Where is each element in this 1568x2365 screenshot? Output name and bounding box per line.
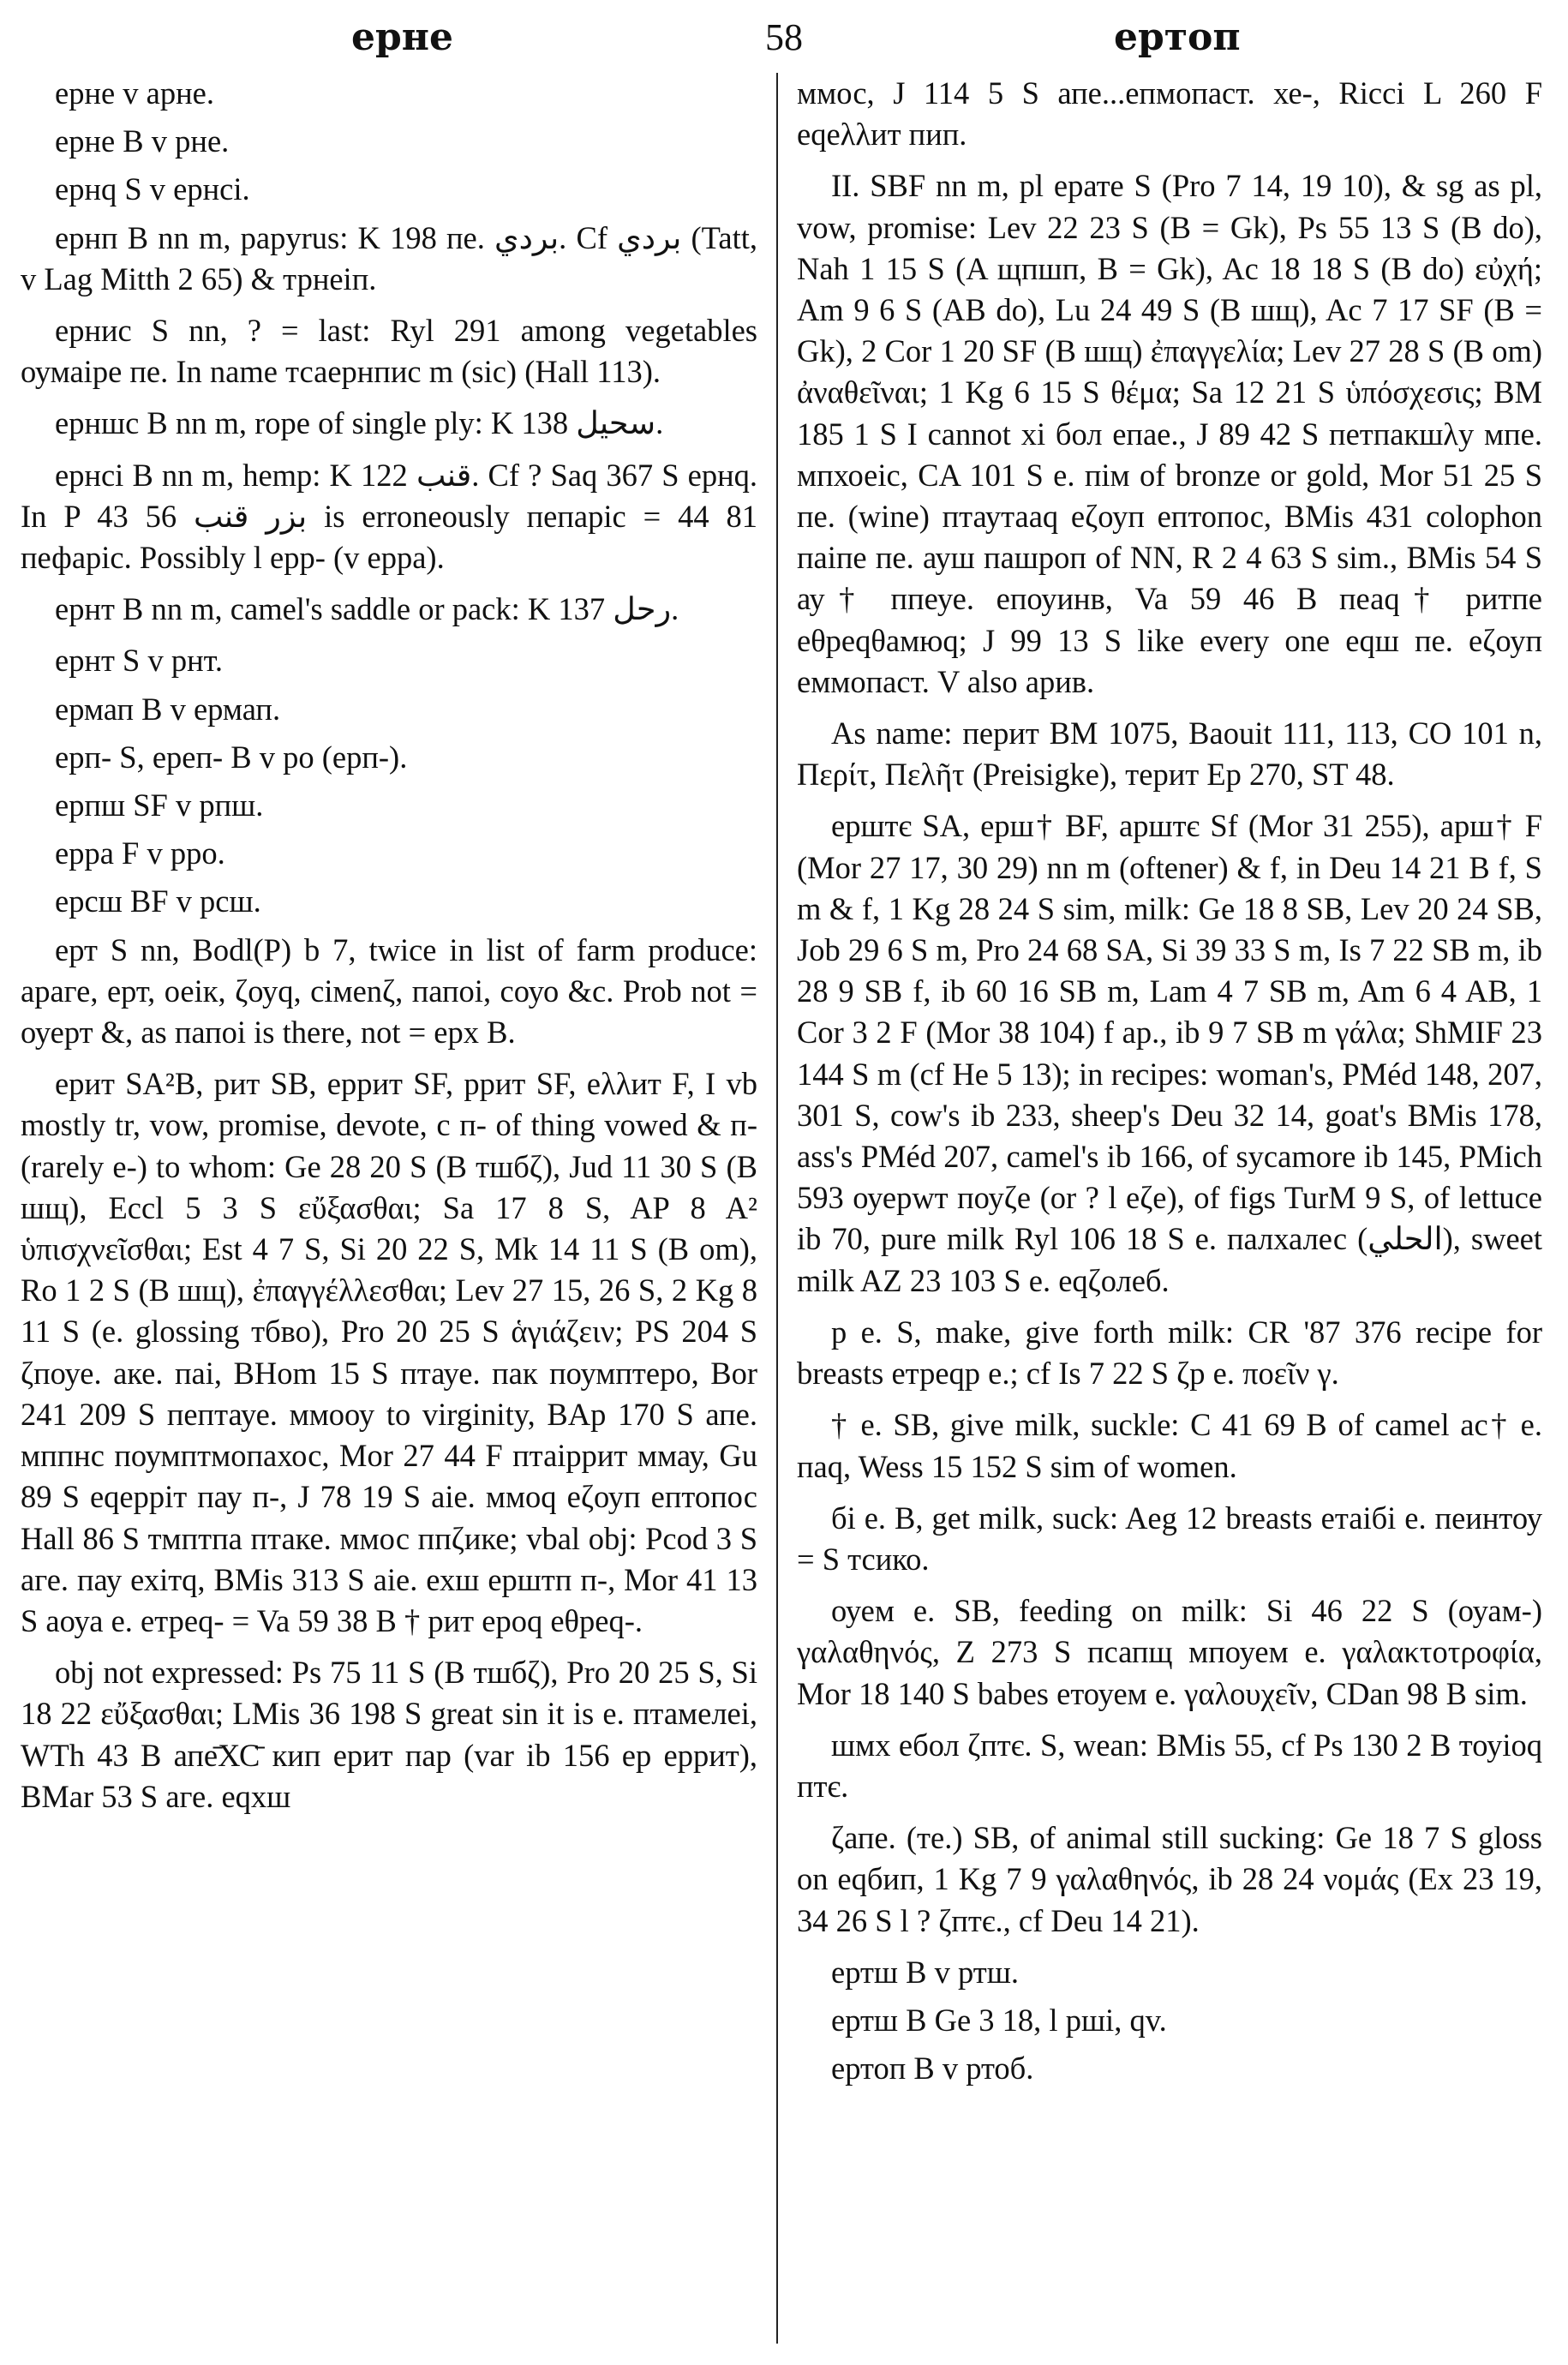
entry: ерт S nn, Bodl(P) b 7, twice in list of farm produce: араге, ерт, оеік, ζоуq, сімеnζ, папоі, соуо &c. Prob not = оуерт &, as папоі is there, not = ерх B. bbox=[21, 931, 757, 1051]
entry: ертоп B v ртоб. bbox=[831, 2051, 1034, 2087]
entry: ерштє SA, ерш† BF, арштє Sf (Mor 31 255), арш† F (Mor 27 17, 30 29) nn m (oftener) & f, in Deu 14 21 B f, S m & f, 1 Kg 28 24 S sim, milk: Ge 18 8 SB, Lev 20 24 SB, Job 29 6 S m, Pro 24 68 SA, Si 39 33 S m, Is 7 22 SB m, ib 28 9 SB f, ib 60 16 SB m, Lam 4 7 SB m, Am 6 4 AB, 1 Cor 3 2 F (Mor 38 104) f ар., ib 9 7 SB m γάλα; ShMIF 23 144 S m (cf He 5 13); in recipes: woman's, PMéd 148, 207, 301 S, cow's ib 233, sheep's Deu 32 14, goat's BMis 178, ass's PMéd 207, camel's ib 166, of sycamore ib 145, PMich 593 оуерwт поуζе (or ? l еζе), of figs TurM 9 S, of lettuce ib 70, pure milk Ryl 106 18 S е. палхалес (الحلي), sweet milk AZ 23 103 S е. еqζолеб. bbox=[797, 808, 1542, 1298]
entry: † е. SB, give milk, suckle: C 41 69 B of camel ас† е. паq, Wess 15 152 S sim of women. bbox=[797, 1407, 1542, 1484]
entry: II. SBF nn m, pl ерате S (Pro 7 14, 19 10), & sg as pl, vow, promise: Lev 22 23 S (B = Gk), Ps 55 13 S (B do), Nah 1 15 S (A щпшп, B = Gk), Ac 18 18 S (B do) εὐχή; Am 9 6 S (AB do), Lu 24 49 S (B шщ), Ac 7 17 SF (B = Gk), 2 Cor 1 20 SF (B шщ) ἐπαγγελία; Lev 27 28 S (B om) ἀναθεῖναι; 1 Kg 6 15 S θέμα; Sa 12 21 S ὑπόσχεσις; BM 185 1 S I cannot хі бол епае., J 89 42 S петпакшλу мпе. мпхоеіс, CA 101 S е. пім of bronze or gold, Mor 51 25 S пе. (wine) птаутааq еζоуп ептопос, BMis 431 colophon паіпе пе. ауш пашроп of NN, R 2 4 63 S sim., BMis 54 S ау† ппеуе. епоуинв, Va 59 46 B пеаq† ритпе еθреqθамюq; J 99 13 S like every one еqш пе. еζоуп еммопаст. V also арив. bbox=[797, 168, 1542, 699]
entry: ернт S v рнт. bbox=[55, 643, 223, 679]
entry: ерне v арне. bbox=[55, 75, 214, 111]
entry: ертш B Ge 3 18, l рші, qv. bbox=[831, 2002, 1167, 2038]
entry: ерп- S, ереп- B v ро (ерп-). bbox=[55, 739, 408, 775]
right-column bbox=[797, 73, 1542, 2344]
page-number: 58 bbox=[765, 16, 803, 58]
entry: obj not expressed: Ps 75 11 S (B тшбζ), Pro 20 25 S, Si 18 22 εὔξασθαι; LMis 36 198 S great sin it is е. птамелеі, WTh 43 B апе̄ХС̄ кип ерит пар (var ib 156 ер еррит), BMar 53 S аге. еqхш bbox=[21, 1655, 757, 1814]
entry: ерне B v рне. bbox=[55, 123, 230, 159]
entry: ернис S nn, ? = last: Ryl 291 among vegetables оумаіре пе. In name тсаернпис m (sic) (Hall 113). bbox=[21, 313, 757, 390]
entry: оуем е. SB, feeding on milk: Si 46 22 S (оуам-) γαλαθηνός, Z 273 S псапщ мпоуем е. γαλακτοτροφία, Mor 18 140 S babes етоуем е. γαλουχεῖν, CDan 98 B sim. bbox=[797, 1593, 1542, 1711]
entry: ерра F v рро. bbox=[55, 835, 225, 871]
entry: ерншс B nn m, rope of single ply: K 138 سحيل. bbox=[55, 405, 664, 441]
entry: As name: перит BM 1075, Baouit 111, 113, CO 101 n, Περίτ, Πελῆτ (Preisigke), терит Ep 270, ST 48. bbox=[797, 715, 1542, 793]
entry: ернсі B nn m, hemp: K 122 قنب. Cf ? Saq 367 S ернq. In P 43 56 بزر قنب is erroneously пепаріс = 44 81 пефаріс. Possibly l ерр- (v ерра). bbox=[21, 457, 757, 576]
entry: ернq S v ернсі. bbox=[55, 171, 250, 207]
running-head-right: ертоп bbox=[1114, 15, 1241, 59]
entry: ерпш SF v рпш. bbox=[55, 787, 264, 823]
left-column bbox=[21, 73, 757, 2344]
entry: ммос, J 114 5 S апе...епмопаст. хе-, Ricci L 260 F еqеλλит пип. bbox=[797, 75, 1542, 153]
entry: ерсш BF v рсш. bbox=[55, 883, 261, 919]
entry: р е. S, make, give forth milk: CR '87 376 recipe for breasts етреqр е.; cf Is 7 22 S ζр е. ποεῖν γ. bbox=[797, 1314, 1542, 1392]
entry: ернп B nn m, papyrus: K 198 пе. بردي. Cf بردي (Tatt, v Lag Mitth 2 65) & трнеіп. bbox=[21, 219, 757, 296]
entry: ермап B v ермап. bbox=[55, 691, 281, 727]
entry: ернт B nn m, camel's saddle or pack: K 137 رحل. bbox=[55, 591, 679, 627]
entry: ерит SA²B, рит SB, еррит SF, ррит SF, еλλит F, I vb mostly tr, vow, promise, devote, c п- of thing vowed & п- (rarely е-) to whom: Ge 28 20 S (B тшбζ), Jud 11 30 S (B шщ), Eccl 5 3 S εὔξασθαι; Sa 17 8 S, AP 8 A² ὑπισχνεῖσθαι; Est 4 7 S, Si 20 22 S, Mk 14 11 S (B om), Ro 1 2 S (B шщ), ἐπαγγέλλεσθαι; Lev 27 15, 26 S, 2 Kg 8 11 S (е. glossing тбво), Pro 20 25 S ἁγιάζειν; PS 204 S ζпоуе. аке. паі, BHom 15 S птауе. пак поумптеро, Bor 241 209 S пептауе. ммооу to virginity, BAp 170 S апе. мппнс поумптмопахос, Mor 27 44 F птаіррит ммау, Gu 89 S еqерріт пау п-, J 78 19 S аіе. ммоq еζоуп ептопос Hall 86 S тмптпа птаке. ммос ппζике; vbal obj: Pcod 3 S аге. пау ехітq, BMis 313 S аіе. ехш ерштп п-, Mor 41 13 S аоуа е. етреq- = Va 59 38 B † рит ероq еθреq-. bbox=[21, 1066, 757, 1638]
entry: ертш B v ртш. bbox=[831, 1954, 1019, 1990]
entry: бі е. B, get milk, suck: Aeg 12 breasts етаібі е. пеинтоу = S тсико. bbox=[797, 1500, 1542, 1577]
running-head-left: ерне bbox=[351, 15, 453, 59]
entry: ζапе. (те.) SB, of animal still sucking: Ge 18 7 S gloss on еqбип, 1 Kg 7 9 γαλαθηνός, ib 28 24 νομάς (Ex 23 19, 34 26 S l ? ζптє., cf Deu 14 21). bbox=[797, 1820, 1542, 1938]
column-divider bbox=[776, 73, 778, 2344]
entry: шмх ебол ζптє. S, wean: BMis 55, cf Ps 130 2 B тоуіоq птє. bbox=[797, 1727, 1542, 1804]
